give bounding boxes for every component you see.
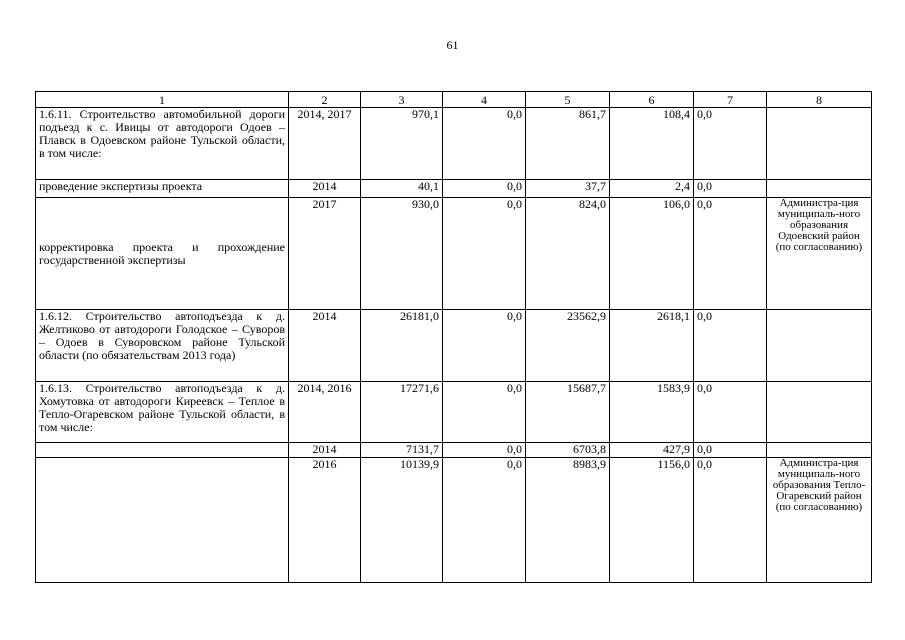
description-cell: проведение экспертизы проекта [36,180,289,198]
col6-cell: 108,4 [610,108,694,180]
col7-cell: 0,0 [694,382,767,443]
year-cell: 2014 [289,443,361,458]
year-cell: 2014 [289,310,361,382]
header-cell: 8 [767,92,872,108]
col7-cell: 0,0 [694,458,767,583]
col6-cell: 106,0 [610,198,694,310]
total-cell: 40,1 [361,180,443,198]
year-cell: 2016 [289,458,361,583]
page-number: 61 [446,38,459,52]
executor-cell [767,382,872,443]
col7-cell: 0,0 [694,180,767,198]
table-row [36,108,872,180]
col5-cell: 37,7 [526,180,610,198]
executor-cell: Администра-ция муниципаль-ного образования Одоевский район (по согласованию) [767,198,872,310]
total-cell: 26181,0 [361,310,443,382]
col7-cell: 0,0 [694,443,767,458]
col7-cell: 0,0 [694,108,767,180]
total-cell: 17271,6 [361,382,443,443]
total-cell: 970,1 [361,108,443,180]
col4-cell: 0,0 [443,180,526,198]
col6-cell: 2618,1 [610,310,694,382]
year-cell: 2014 [289,180,361,198]
header-cell: 1 [36,92,289,108]
table-row [36,310,872,382]
description-cell: корректировка проекта и прохождение государственной экспертизы [36,198,289,310]
description-cell [36,458,289,583]
col5-cell: 861,7 [526,108,610,180]
total-cell: 7131,7 [361,443,443,458]
table-row [36,458,872,583]
executor-cell [767,180,872,198]
year-cell: 2014, 2017 [289,108,361,180]
col6-cell: 427,9 [610,443,694,458]
year-cell: 2014, 2016 [289,382,361,443]
description-cell: 1.6.13. Строительство автоподъезда к д. Хомутовка от автодороги Киреевск – Теплое в Тепло-Огаревском районе Тульской области, в том числе: [36,382,289,443]
executor-cell [767,443,872,458]
total-cell: 10139,9 [361,458,443,583]
executor-cell: Администра-ция муниципаль-ного образования Тепло-Огаревский район (по согласованию) [767,458,872,583]
col6-cell: 1583,9 [610,382,694,443]
col4-cell: 0,0 [443,382,526,443]
col5-cell: 8983,9 [526,458,610,583]
col6-cell: 1156,0 [610,458,694,583]
table-row [36,198,872,310]
col7-cell: 0,0 [694,310,767,382]
col7-cell: 0,0 [694,198,767,310]
program-table [35,91,872,583]
col4-cell: 0,0 [443,310,526,382]
table-row [36,382,872,443]
description-cell: 1.6.11. Строительство автомобильной дороги подъезд к с. Ивицы от автодороги Одоев – Плавск в Одоевском районе Тульской области, в том числе: [36,108,289,180]
header-cell: 6 [610,92,694,108]
header-row [36,92,872,108]
total-cell: 930,0 [361,198,443,310]
col5-cell: 23562,9 [526,310,610,382]
description-cell [36,443,289,458]
year-cell: 2017 [289,198,361,310]
header-cell: 4 [443,92,526,108]
col5-cell: 824,0 [526,198,610,310]
executor-cell [767,108,872,180]
header-cell: 3 [361,92,443,108]
col4-cell: 0,0 [443,443,526,458]
header-cell: 7 [694,92,767,108]
header-cell: 2 [289,92,361,108]
col4-cell: 0,0 [443,198,526,310]
header-cell: 5 [526,92,610,108]
col5-cell: 6703,8 [526,443,610,458]
col6-cell: 2,4 [610,180,694,198]
table-row [36,180,872,198]
col4-cell: 0,0 [443,108,526,180]
table-row [36,443,872,458]
col4-cell: 0,0 [443,458,526,583]
executor-cell [767,310,872,382]
col5-cell: 15687,7 [526,382,610,443]
description-cell: 1.6.12. Строительство автоподъезда к д. Желтиково от автодороги Голодское – Суворов – Одоев в Суворовском районе Тульской области (по обязательствам 2013 года) [36,310,289,382]
